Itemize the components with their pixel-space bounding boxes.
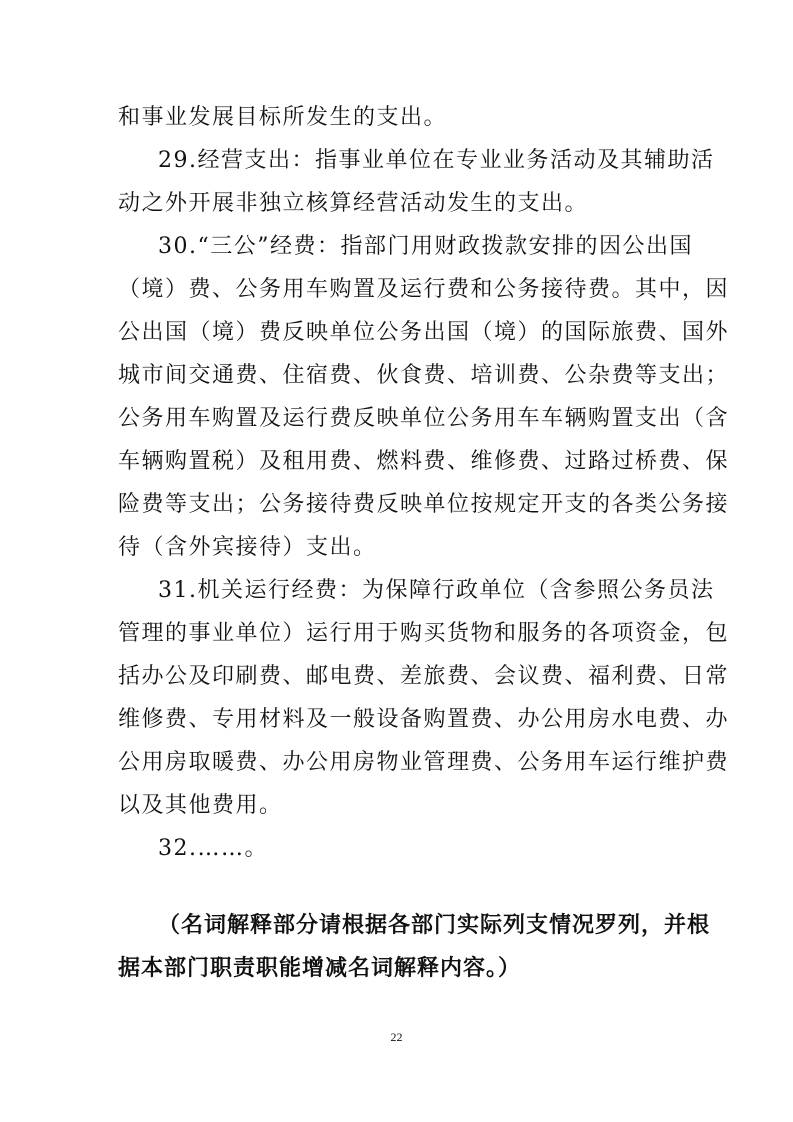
- page-number: 22: [390, 1030, 403, 1044]
- paragraph-line: 32.……。: [158, 836, 268, 861]
- paragraph-line: 31.机关运行经费：为保障行政单位（含参照公务员法: [158, 578, 715, 603]
- paragraph-line: 和事业发展目标所发生的支出。: [118, 105, 448, 130]
- paragraph-line: 29.经营支出：指事业单位在专业业务活动及其辅助活: [158, 148, 715, 173]
- paragraph-line: 公出国（境）费反映单位公务出国（境）的国际旅费、国外: [118, 320, 730, 345]
- paragraph-line: 城市间交通费、住宿费、伙食费、培训费、公杂费等支出；: [118, 363, 730, 388]
- paragraph-line: 动之外开展非独立核算经营活动发生的支出。: [118, 191, 589, 216]
- paragraph-line: 30.“三公”经费：指部门用财政拨款安排的因公出国: [158, 234, 693, 259]
- editor-note-line: 据本部门职责职能增减名词解释内容。）: [118, 956, 522, 981]
- paragraph-line: 括办公及印刷费、邮电费、差旅费、会议费、福利费、日常: [118, 664, 730, 689]
- paragraph-line: 以及其他费用。: [118, 793, 283, 818]
- paragraph-line: 车辆购置税）及租用费、燃料费、维修费、过路过桥费、保: [118, 449, 730, 474]
- paragraph-line: （境）费、公务用车购置及运行费和公务接待费。其中，因: [118, 277, 730, 302]
- paragraph-line: 管理的事业单位）运行用于购买货物和服务的各项资金，包: [118, 621, 730, 646]
- paragraph-line: 待（含外宾接待）支出。: [118, 535, 377, 560]
- editor-note-line: （名词解释部分请根据各部门实际列支情况罗列，并根: [158, 913, 711, 938]
- paragraph-line: 公务用车购置及运行费反映单位公务用车车辆购置支出（含: [118, 406, 730, 431]
- paragraph-line: 险费等支出；公务接待费反映单位按规定开支的各类公务接: [118, 492, 730, 517]
- paragraph-line: 公用房取暖费、办公用房物业管理费、公务用车运行维护费: [118, 750, 730, 775]
- paragraph-line: 维修费、专用材料及一般设备购置费、办公用房水电费、办: [118, 707, 730, 732]
